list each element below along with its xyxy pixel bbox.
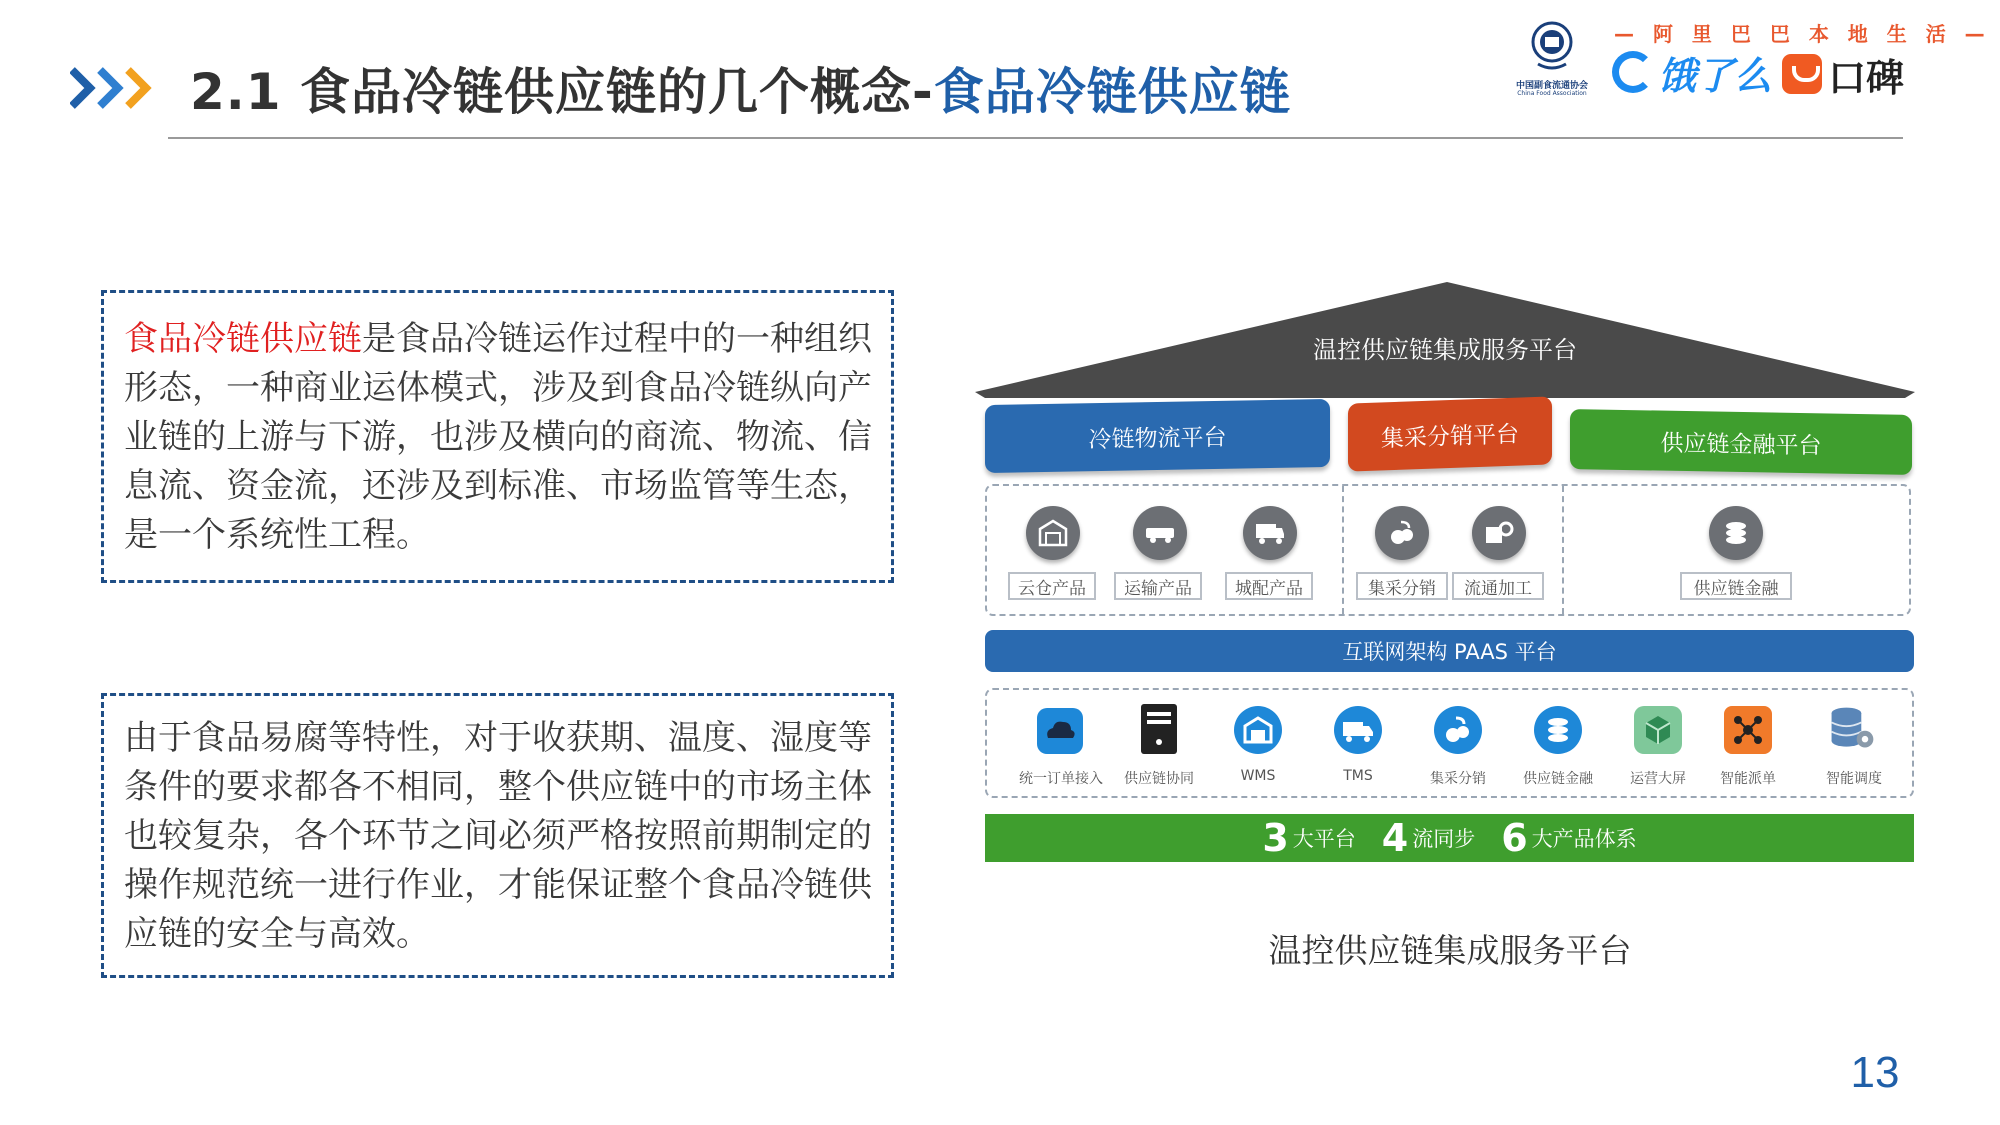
eleme-logo <box>1612 48 1772 96</box>
database-gear-icon <box>1826 702 1878 754</box>
title-prefix: 2.1 食品冷链供应链的几个概念- <box>190 63 934 121</box>
definition-term: 食品冷链供应链 <box>124 319 362 359</box>
products-divider <box>1342 486 1344 614</box>
fruit-icon <box>1375 506 1429 560</box>
delivery-van-icon <box>1243 506 1297 560</box>
system-label: TMS <box>1343 768 1373 784</box>
summary-number: 6 <box>1501 816 1528 860</box>
definition-text: 是食品冷链运作过程中的一种组织形态，一种商业运体模式，涉及到食品冷链纵向产业链的上游与下游，也涉及横向的商流、物流、信息流、资金流，还涉及到标准、市场监管等生态，是一个系统性工程。 <box>124 319 872 555</box>
platform-label: 供应链金融平台 <box>1660 430 1822 459</box>
summary-number: 4 <box>1381 816 1409 860</box>
association-logo <box>1510 20 1594 100</box>
title-highlight: 食品冷链供应链 <box>933 63 1291 121</box>
products-divider <box>1562 486 1564 614</box>
platform-label: 集采分销平台 <box>1381 421 1519 452</box>
page-number: 13 <box>1850 1048 1900 1097</box>
roof-label: 温控供应链集成服务平台 <box>1313 336 1577 364</box>
summary-label: 大平台 <box>1292 827 1356 851</box>
fruit-icon <box>1432 704 1484 756</box>
platform-supply-chain-finance <box>1570 409 1912 475</box>
product-label: 流通加工 <box>1452 572 1544 600</box>
tms-truck-icon <box>1332 704 1384 756</box>
paas-label: 互联网架构 PAAS 平台 <box>1342 640 1557 664</box>
product-label: 云仓产品 <box>1008 572 1096 600</box>
system-label: 供应链协同 <box>1124 771 1194 787</box>
wms-warehouse-icon <box>1232 704 1284 756</box>
alibaba-local-tagline: — 阿 里 巴 巴 本 地 生 活 — <box>1614 22 1991 46</box>
koubei-logo <box>1782 50 1904 98</box>
summary-label: 大产品体系 <box>1531 827 1637 851</box>
system-label: 智能调度 <box>1826 771 1882 787</box>
platform-cold-chain-logistics <box>985 399 1330 473</box>
chevrons-icon <box>70 64 160 112</box>
server-icon <box>1133 703 1185 755</box>
association-name: 中国副食流通协会 <box>1515 81 1588 91</box>
summary-label: 流同步 <box>1412 827 1476 851</box>
platform-procurement-distribution <box>1348 396 1552 471</box>
page-title <box>190 52 1291 124</box>
product-label: 供应链金融 <box>1680 572 1792 600</box>
system-label: 统一订单接入 <box>1019 771 1103 787</box>
system-label: 运营大屏 <box>1630 771 1686 787</box>
association-name-en: China Food Association <box>1517 90 1587 97</box>
summary-number: 3 <box>1262 816 1289 860</box>
diagram-caption: 温控供应链集成服务平台 <box>1268 931 1632 970</box>
eleme-e-icon <box>1612 51 1654 93</box>
paas-bar <box>985 630 1914 672</box>
truck-icon <box>1133 506 1187 560</box>
system-label: 智能派单 <box>1720 771 1776 787</box>
eleme-text: 饿了么 <box>1658 53 1773 98</box>
system-label: WMS <box>1240 768 1276 784</box>
definition-box <box>101 290 894 583</box>
processing-icon <box>1472 506 1526 560</box>
koubei-smile-icon <box>1782 54 1822 94</box>
cube-icon <box>1632 704 1684 756</box>
product-label: 城配产品 <box>1225 572 1313 600</box>
system-label: 集采分销 <box>1430 771 1486 787</box>
emblem-icon <box>1530 20 1574 72</box>
cloud-icon <box>1034 705 1086 757</box>
product-label: 集采分销 <box>1356 572 1448 600</box>
warehouse-icon <box>1026 506 1080 560</box>
product-label: 运输产品 <box>1114 572 1202 600</box>
characteristics-box <box>101 693 894 978</box>
platform-label: 冷链物流平台 <box>1088 424 1227 453</box>
characteristics-text: 由于食品易腐等特性，对于收获期、温度、湿度等条件的要求都各不相同，整个供应链中的市场主体也较复杂，各个环节之间必须严格按照前期制定的操作规范统一进行作业，才能保证整个食品冷链供应链的安全与高效。 <box>124 718 872 954</box>
network-icon <box>1722 704 1774 756</box>
summary-bar <box>985 814 1914 862</box>
coins-icon <box>1709 506 1763 560</box>
coins-icon <box>1532 704 1584 756</box>
koubei-text: 口碑 <box>1828 55 1905 100</box>
system-label: 供应链金融 <box>1523 771 1593 787</box>
title-divider <box>168 137 1903 139</box>
